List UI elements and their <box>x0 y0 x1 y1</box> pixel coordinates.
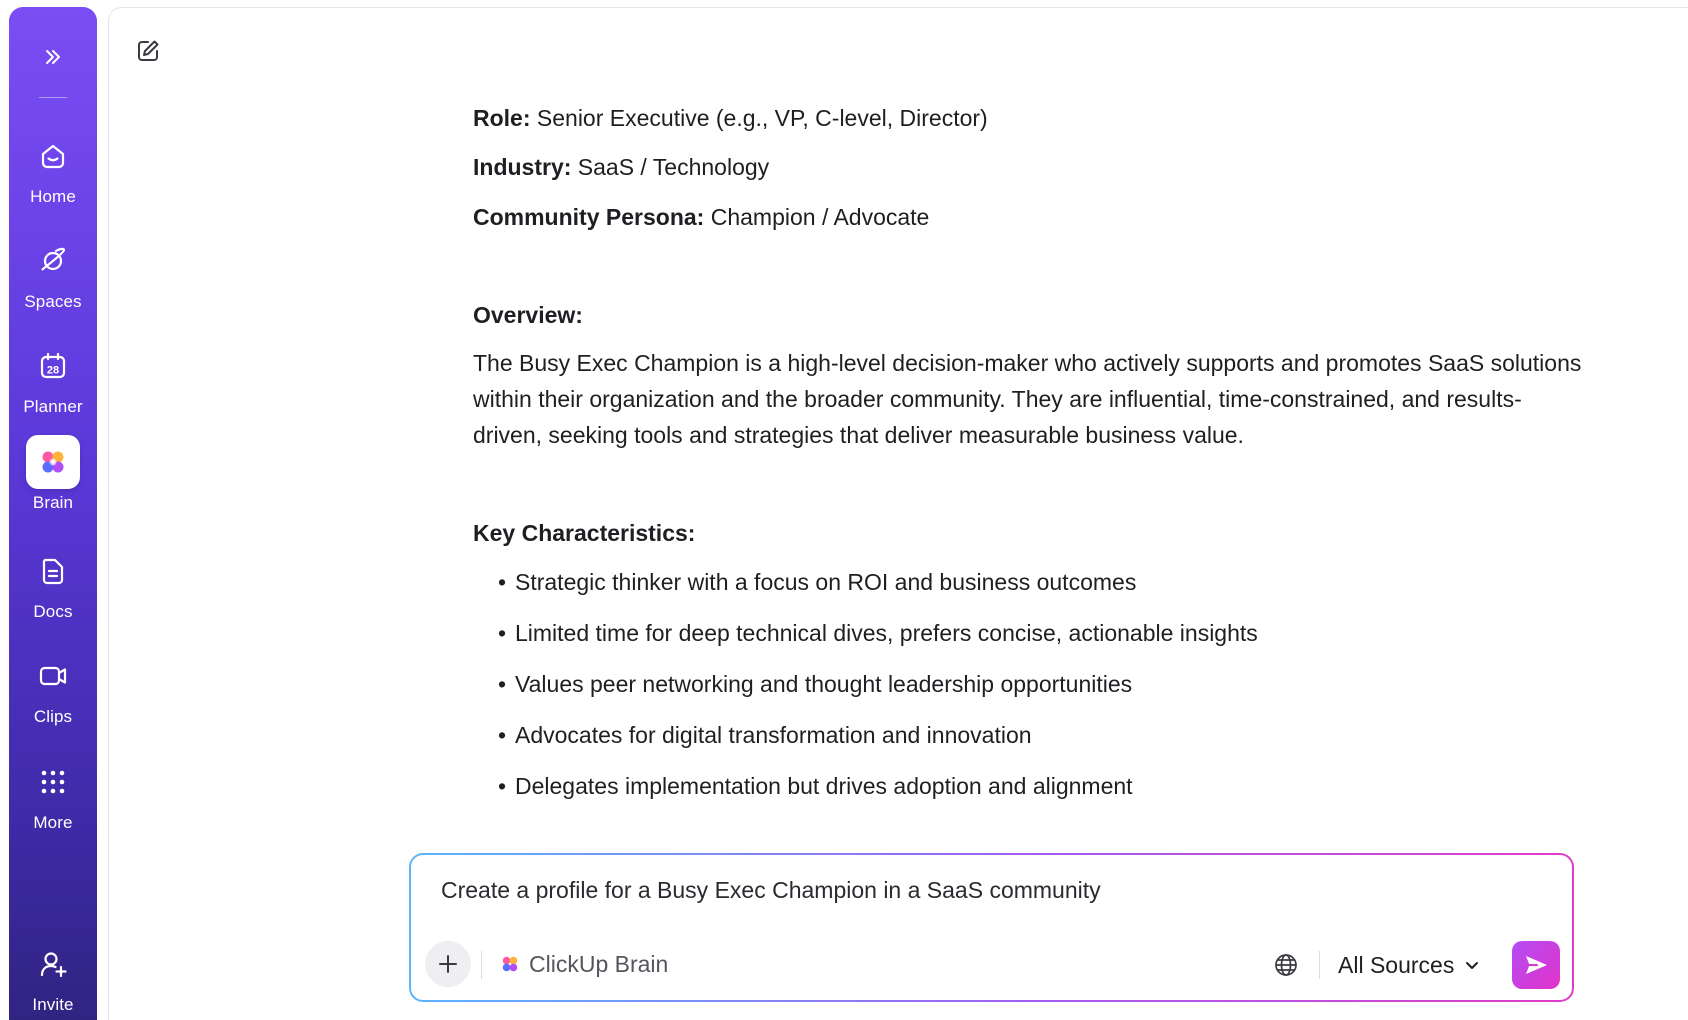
sidebar-item-label: Clips <box>33 707 73 726</box>
list-item: • Strategic thinker with a focus on ROI and business outcomes <box>498 569 1137 595</box>
industry-label: Industry: <box>473 154 572 180</box>
model-selector[interactable] <box>499 947 668 981</box>
chevrons-right-icon <box>41 45 65 69</box>
sidebar-item-label: Planner <box>23 397 83 416</box>
list-item-text: Limited time for deep technical dives, prefers concise, actionable insights <box>515 620 1258 646</box>
overview-text: The Busy Exec Champion is a high-level decision-maker who actively supports and promotes SaaS solutions within their organization and the broader community. They are influential, time-constrained, and results-driven, seeking tools and strategies that deliver measurable business value. <box>473 350 1582 448</box>
role-label: Role: <box>473 105 531 131</box>
sidebar-divider <box>39 97 67 98</box>
calendar-date-badge: 28 <box>46 364 60 377</box>
invite-button[interactable] <box>9 937 97 1020</box>
persona-line <box>473 199 929 235</box>
prompt-input[interactable]: Create a profile for a Busy Exec Champion in a SaaS community <box>441 877 1101 903</box>
list-item-text: Strategic thinker with a focus on ROI and business outcomes <box>515 569 1137 595</box>
overview-heading-text: Overview: <box>473 302 583 328</box>
sidebar-item-more[interactable] <box>9 755 97 851</box>
toolbar-divider <box>481 951 482 979</box>
model-label: ClickUp Brain <box>529 950 669 977</box>
grid-dots-icon <box>26 755 80 809</box>
video-icon <box>26 649 80 703</box>
document-icon <box>26 544 80 598</box>
list-item: • Advocates for digital transformation and innovation <box>498 722 1032 748</box>
home-icon <box>26 129 80 183</box>
sidebar-item-label: More <box>33 813 73 832</box>
list-item: • Values peer networking and thought leadership opportunities <box>498 671 1133 697</box>
list-item: • Delegates implementation but drives adoption and alignment <box>498 773 1133 799</box>
sidebar-item-home[interactable] <box>9 129 97 225</box>
sources-label: All Sources <box>1338 951 1455 978</box>
globe-icon <box>1274 953 1298 977</box>
list-item-text: Delegates implementation but drives adoption and alignment <box>515 773 1133 799</box>
sidebar <box>9 7 97 1020</box>
sidebar-item-brain[interactable] <box>9 435 97 531</box>
characteristics-heading-text: Key Characteristics: <box>473 520 696 546</box>
persona-value: Champion / Advocate <box>710 204 930 230</box>
prompt-composer <box>409 853 1574 1002</box>
add-user-icon <box>26 937 80 991</box>
plus-icon <box>437 953 459 975</box>
sidebar-item-label: Docs <box>33 602 73 621</box>
brain-logo-icon <box>26 435 80 489</box>
list-item: • Limited time for deep technical dives, prefers concise, actionable insights <box>498 620 1258 646</box>
sidebar-item-label: Spaces <box>24 292 82 311</box>
calendar-icon <box>26 339 80 393</box>
characteristics-heading <box>473 515 695 551</box>
chevron-down-icon <box>1464 957 1480 973</box>
sidebar-item-label: Home <box>30 187 76 206</box>
edit-icon <box>135 38 161 64</box>
invite-label: Invite <box>32 995 74 1014</box>
toolbar-divider <box>1319 951 1320 979</box>
sidebar-item-label: Brain <box>32 493 74 512</box>
send-button[interactable] <box>1512 941 1560 989</box>
persona-label: Community Persona: <box>473 204 705 230</box>
planet-icon <box>26 234 80 288</box>
list-item-text: Advocates for digital transformation and innovation <box>515 722 1032 748</box>
new-chat-button[interactable] <box>131 34 165 68</box>
sidebar-item-clips[interactable] <box>9 649 97 745</box>
industry-value: SaaS / Technology <box>577 154 770 180</box>
sidebar-item-docs[interactable] <box>9 544 97 640</box>
role-value: Senior Executive (e.g., VP, C-level, Director) <box>536 105 988 131</box>
sidebar-item-spaces[interactable] <box>9 234 97 330</box>
add-attachment-button[interactable] <box>425 941 471 987</box>
industry-line <box>473 149 769 185</box>
prompt-composer-inner <box>411 855 1572 1000</box>
role-line <box>473 100 988 136</box>
list-item-text: Values peer networking and thought leadership opportunities <box>515 671 1133 697</box>
overview-heading <box>473 297 583 333</box>
sidebar-item-planner[interactable] <box>9 339 97 435</box>
sources-dropdown[interactable] <box>1338 947 1480 983</box>
expand-sidebar-button[interactable] <box>9 37 97 77</box>
web-search-toggle[interactable] <box>1268 947 1304 983</box>
brain-logo-icon <box>499 953 521 975</box>
send-icon <box>1523 952 1549 978</box>
